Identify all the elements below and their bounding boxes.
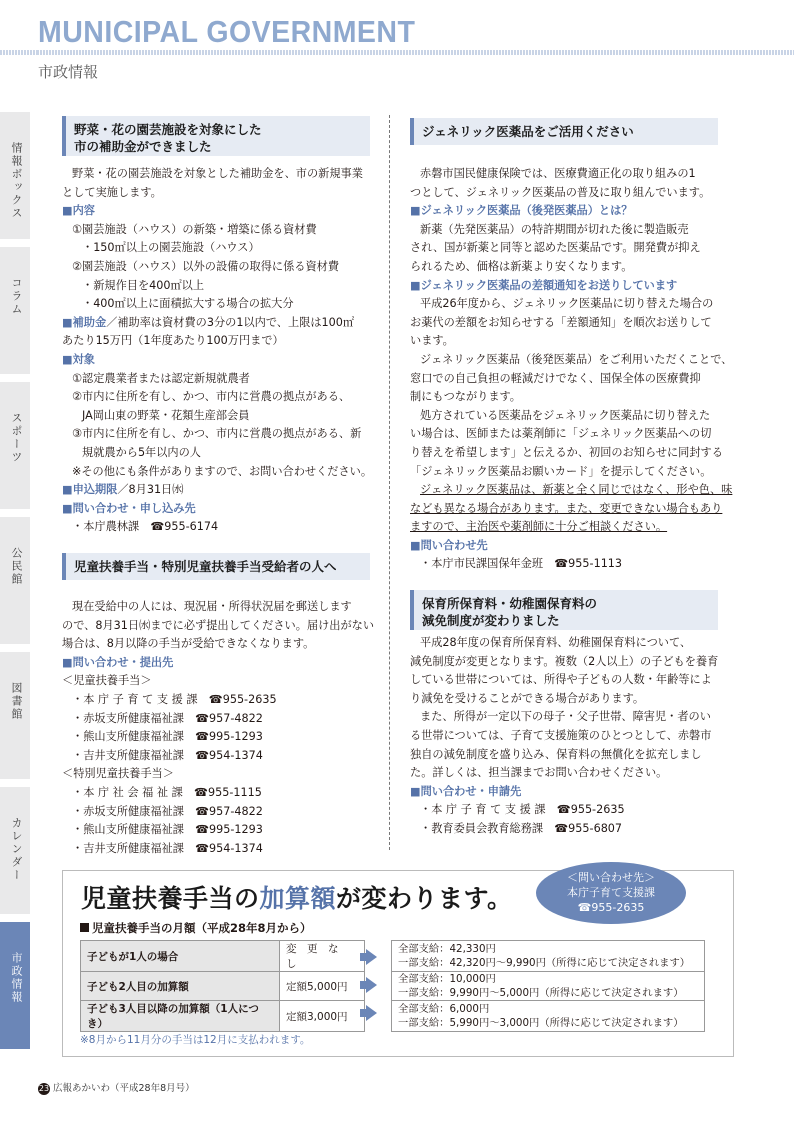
tab-city-info[interactable]: 市政情報 — [0, 922, 30, 1053]
tab-calendar[interactable]: カレンダー — [0, 787, 30, 918]
section-title-child-allowance: 児童扶養手当・特別児童扶養手当受給者の人へ — [62, 553, 370, 580]
tab-info-box[interactable]: 情報ボックス — [0, 112, 30, 243]
banner-note: ※8月から11月分の手当は12月に支払われます。 — [80, 1034, 311, 1046]
section-body-child-allowance: 現在受給中の人には、現況届・所得状況届を郵送します ので、8月31日㈬までに必ず提出してください。届け出がない 場合は、8月以降の手当が受給できなくなります。 ■問い合わせ・提出先 ＜児童扶養手当＞ ・本 庁 子 育 て 支 援 課 ☎955-2635 ・赤坂支所健康福祉課 ☎957-4822 ・熊山支所健康福祉課 ☎995-1293 ・吉井支所健康福祉課 ☎954-1374 ＜特別児童扶養手当＞ ・本 庁 社 会 福 祉 課 ☎955-1115 ・赤坂支所健康福祉課 ☎957-4822 ・熊山支所健康福祉課 ☎995-1293 ・吉井支所健康福祉課 ☎954-1374 — [62, 600, 375, 855]
section-body-nursery-fees: 平成28年度の保育所保育料、幼稚園保育料について、 減免制度が変更となります。複数（2人以上）の子どもを養育 している世帯については、所得や子どもの人数・年齢等によ り減免を受けることができる場合があります。 また、所得が一定以下の母子・父子世帯、障害児・者のい る世帯については、子育て支援施策のひとつとして、赤磐市 独自の減免制度を盛り込み、保育料の無償化を拡充しまし た。詳しくは、担当課までお問い合わせください。 ■問い合わせ・申請先 ・本 庁 子 育 て 支 援 課 ☎955-2635 ・教育委員会教育総務課 ☎955-6807 — [410, 636, 719, 835]
arrow-icon — [366, 977, 377, 993]
contact-badge: ＜問い合わせ先＞ 本庁子育て支援課 ☎955-2635 — [536, 862, 686, 924]
section-title-generic-drugs: ジェネリック医薬品をご活用ください — [410, 118, 718, 145]
table-row: 子ども2人目の加算額 定額5,000円 全部支給：10,000円 一部支給：9,990円～5,000円（所得に応じて決定されます） — [81, 972, 705, 1001]
allowance-table — [80, 940, 705, 1032]
header-rule-left — [0, 50, 37, 55]
section-body-generic-drugs: 赤磐市国民健康保険では、医療費適正化の取り組みの1 つとして、ジェネリック医薬品の普及に取り組んでいます。 ■ジェネリック医薬品（後発医薬品）とは？ 新薬（先発医薬品）の特許期間が切れた後に製造販売 され、国が新薬と同等と認めた医薬品です。開発費が抑え られるため、価格は新薬より安くなります。 ■ジェネリック医薬品の差額通知をお送りしています 平成26年度から、ジェネリック医薬品に切り替えた場合の お薬代の差額をお知らせする「差額通知」を順次お送りして います。 ジェネリック医薬品（後発医薬品）をご利用いただくことで、 窓口での自己負担の軽減だけでなく、国保全体の医療費抑 制にもつながります。 処方されている医薬品をジェネリック医薬品に切り替えた い場合は、医師または薬剤師に「ジェネリック医薬品への切 り替えを希望します」と伝えるか、初回のお知らせに同封する 「ジェネリック医薬品お願いカード」を提示してください。 ジェネリック医薬品は、新薬と全く同じではなく、形や色、味 なども異なる場合があります。また、変更できない場合もあり ますので、主治医や薬剤師に十分ご相談ください。 ■問い合わせ先 ・本庁市民課国保年金班 ☎955-1113 — [410, 167, 733, 571]
section-title-nursery-fees: 保育所保育料・幼稚園保育料の 減免制度が変わりました — [410, 590, 718, 630]
table-caption: 児童扶養手当の月額（平成28年8月から） — [80, 920, 312, 936]
tab-kominkan[interactable]: 公民館 — [0, 517, 30, 648]
arrow-icon — [366, 949, 377, 965]
column-separator — [389, 115, 390, 850]
section-title-horticulture: 野菜・花の園芸施設を対象にした 市の補助金ができました — [62, 116, 370, 156]
header-title-en: MUNICIPAL GOVERNMENT — [38, 14, 416, 49]
section-body-horticulture: 野菜・花の園芸施設を対象とした補助金を、市の新規事業 として実施します。 ■内容 ①園芸施設（ハウス）の新築・増築に係る資材費 ・150㎡以上の園芸施設（ハウス） ②園芸施設（ハウス）以外の設備の取得に係る資材費 ・新規作目を400㎡以上 ・400㎡以上に面積拡大する場合の拡大分 ■補助金／補助率は資材費の3分の1以内で、上限は100㎡ あたり15万円（1年度あたり100万円まで） ■対象 ①認定農業者または認定新規就農者 ②市内に住所を有し、かつ、市内に営農の拠点がある、 JA岡山東の野菜・花類生産部会員 ③市内に住所を有し、かつ、市内に営農の拠点がある、新 規就農から5年以内の人 ※その他にも条件がありますので、お問い合わせください。 ■申込期限／8月31日㈬ ■問い合わせ・申し込み先 ・本庁農林課 ☎955-6174 — [62, 167, 373, 534]
table-row: 子ども3人目以降の加算額（1人につき） 定額3,000円 全部支給：6,000円 一部支給：5,990円～3,000円（所得に応じて決定されます） — [81, 1001, 705, 1032]
page-footer: 23 広報あかいわ（平成28年8月号） — [38, 1083, 195, 1094]
banner-title: 児童扶養手当の加算額が変わります。 — [81, 884, 513, 913]
table-row: 子どもが1人の場合 変 更 な し 全部支給：42,330円 一部支給：42,320円～9,990円（所得に応じて決定されます） — [81, 941, 705, 972]
page-number: 23 — [38, 1084, 50, 1093]
header-title-ja: 市政情報 — [38, 63, 99, 81]
header-rule — [37, 50, 794, 55]
arrow-icon — [366, 1005, 377, 1021]
tab-column[interactable]: コラム — [0, 247, 30, 378]
tab-library[interactable]: 図書館 — [0, 652, 30, 783]
tab-sports[interactable]: スポーツ — [0, 382, 30, 513]
